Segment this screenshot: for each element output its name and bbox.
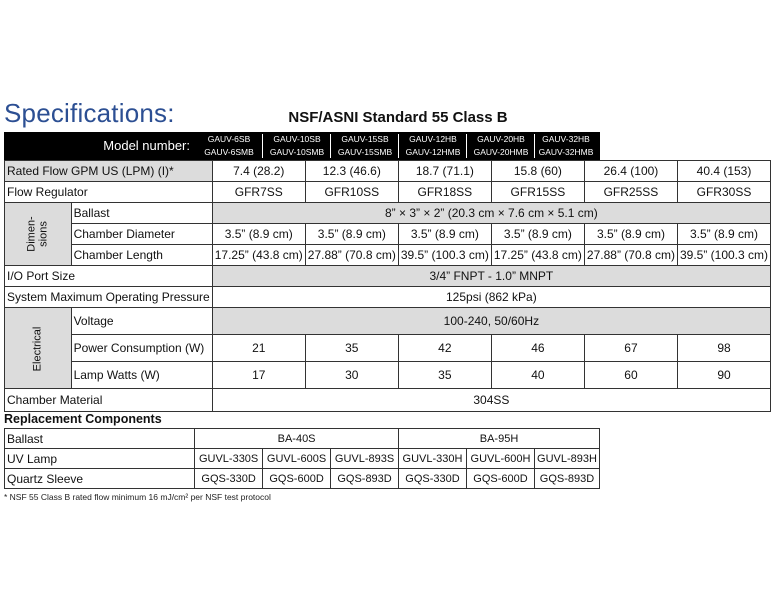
voltage-row [5,308,771,335]
electrical-section-label: Electrical [5,308,72,389]
repl-uv-lamp-value: GUVL-893H [534,449,599,469]
flow-regulator-value: GFR30SS [677,182,770,203]
chamber-length-row [5,245,771,266]
model-cell: GAUV-12HB GAUV-12HMB [405,134,461,157]
repl-uv-lamp-label: UV Lamp [5,449,195,469]
max-pressure-label: System Maximum Operating Pressure [5,287,213,308]
io-port-row [5,266,771,287]
repl-ballast-row [5,429,600,449]
spec-table [4,160,771,412]
rated-flow-value: 18.7 (71.1) [398,161,491,182]
chamber-length-value: 17.25” (43.8 cm) [491,245,584,266]
flow-regulator-value: GFR7SS [212,182,305,203]
replacement-components-title: Replacement Components [4,412,162,426]
repl-quartz-value: GQS-600D [467,469,535,489]
dimensions-section-label: Dimen- sions [5,203,72,266]
repl-uv-lamp-value: GUVL-330S [195,449,263,469]
chamber-length-value: 27.88” (70.8 cm) [305,245,398,266]
chamber-diameter-value: 3.5” (8.9 cm) [584,224,677,245]
model-cell: GAUV-20HB GAUV-20HMB [473,134,529,157]
flow-regulator-label: Flow Regulator [5,182,213,203]
lamp-watts-row [5,362,771,389]
repl-quartz-value: GQS-330D [195,469,263,489]
model-cell: GAUV-32HB GAUV-32HMB [538,134,594,157]
standard-header: NSF/ASNI Standard 55 Class B [288,109,508,126]
voltage-value: 100-240, 50/60Hz [212,308,770,335]
chamber-material-row [5,389,771,412]
chamber-length-label: Chamber Length [71,245,212,266]
power-value: 46 [491,335,584,362]
repl-quartz-row [5,469,600,489]
repl-uv-lamp-value: GUVL-600S [263,449,331,469]
flow-regulator-value: GFR10SS [305,182,398,203]
lamp-watts-label: Lamp Watts (W) [71,362,212,389]
power-row [5,335,771,362]
flow-regulator-value: GFR15SS [491,182,584,203]
flow-regulator-row [5,182,771,203]
rated-flow-label: Rated Flow GPM US (LPM) (I)* [5,161,213,182]
footnote: * NSF 55 Class B rated flow minimum 16 mJ/cm² per NSF test protocol [4,492,271,502]
repl-ballast-label: Ballast [5,429,195,449]
power-value: 67 [584,335,677,362]
io-port-value: 3/4” FNPT - 1.0” MNPT [212,266,770,287]
chamber-diameter-value: 3.5” (8.9 cm) [677,224,770,245]
model-cell: GAUV-10SB GAUV-10SMB [269,134,325,157]
model-cell: GAUV-15SB GAUV-15SMB [337,134,393,157]
ballast-value: 8” × 3” × 2” (20.3 cm × 7.6 cm × 5.1 cm) [212,203,770,224]
rated-flow-value: 40.4 (153) [677,161,770,182]
rated-flow-value: 15.8 (60) [491,161,584,182]
repl-uv-lamp-row [5,449,600,469]
power-label: Power Consumption (W) [71,335,212,362]
power-value: 21 [212,335,305,362]
lamp-watts-value: 17 [212,362,305,389]
chamber-material-value: 304SS [212,389,770,412]
repl-ballast-value: BA-95H [399,429,600,449]
chamber-diameter-row [5,224,771,245]
repl-quartz-value: GQS-893D [331,469,399,489]
repl-uv-lamp-value: GUVL-330H [399,449,467,469]
flow-regulator-value: GFR18SS [398,182,491,203]
lamp-watts-value: 90 [677,362,770,389]
rated-flow-row [5,161,771,182]
chamber-diameter-label: Chamber Diameter [71,224,212,245]
rated-flow-value: 12.3 (46.6) [305,161,398,182]
ballast-label: Ballast [71,203,212,224]
io-port-label: I/O Port Size [5,266,213,287]
model-number-row [4,132,600,160]
lamp-watts-value: 30 [305,362,398,389]
chamber-length-value: 39.5” (100.3 cm) [677,245,770,266]
max-pressure-row [5,287,771,308]
repl-quartz-value: GQS-893D [534,469,599,489]
page-title: Specifications: [4,98,175,128]
replacement-table [4,428,600,489]
repl-quartz-value: GQS-600D [263,469,331,489]
lamp-watts-value: 35 [398,362,491,389]
chamber-diameter-value: 3.5” (8.9 cm) [305,224,398,245]
rated-flow-value: 7.4 (28.2) [212,161,305,182]
chamber-diameter-value: 3.5” (8.9 cm) [212,224,305,245]
power-value: 98 [677,335,770,362]
repl-quartz-label: Quartz Sleeve [5,469,195,489]
max-pressure-value: 125psi (862 kPa) [212,287,770,308]
chamber-length-value: 27.88” (70.8 cm) [584,245,677,266]
flow-regulator-value: GFR25SS [584,182,677,203]
lamp-watts-value: 60 [584,362,677,389]
chamber-length-value: 39.5” (100.3 cm) [398,245,491,266]
model-cell: GAUV-6SB GAUV-6SMB [204,134,254,157]
voltage-label: Voltage [71,308,212,335]
repl-ballast-value: BA-40S [195,429,399,449]
repl-uv-lamp-value: GUVL-600H [467,449,535,469]
rated-flow-value: 26.4 (100) [584,161,677,182]
lamp-watts-value: 40 [491,362,584,389]
chamber-length-value: 17.25” (43.8 cm) [212,245,305,266]
chamber-material-label: Chamber Material [5,389,213,412]
repl-quartz-value: GQS-330D [399,469,467,489]
chamber-diameter-value: 3.5” (8.9 cm) [491,224,584,245]
repl-uv-lamp-value: GUVL-893S [331,449,399,469]
power-value: 42 [398,335,491,362]
model-number-label: Model number: [103,138,190,153]
ballast-row [5,203,771,224]
chamber-diameter-value: 3.5” (8.9 cm) [398,224,491,245]
power-value: 35 [305,335,398,362]
